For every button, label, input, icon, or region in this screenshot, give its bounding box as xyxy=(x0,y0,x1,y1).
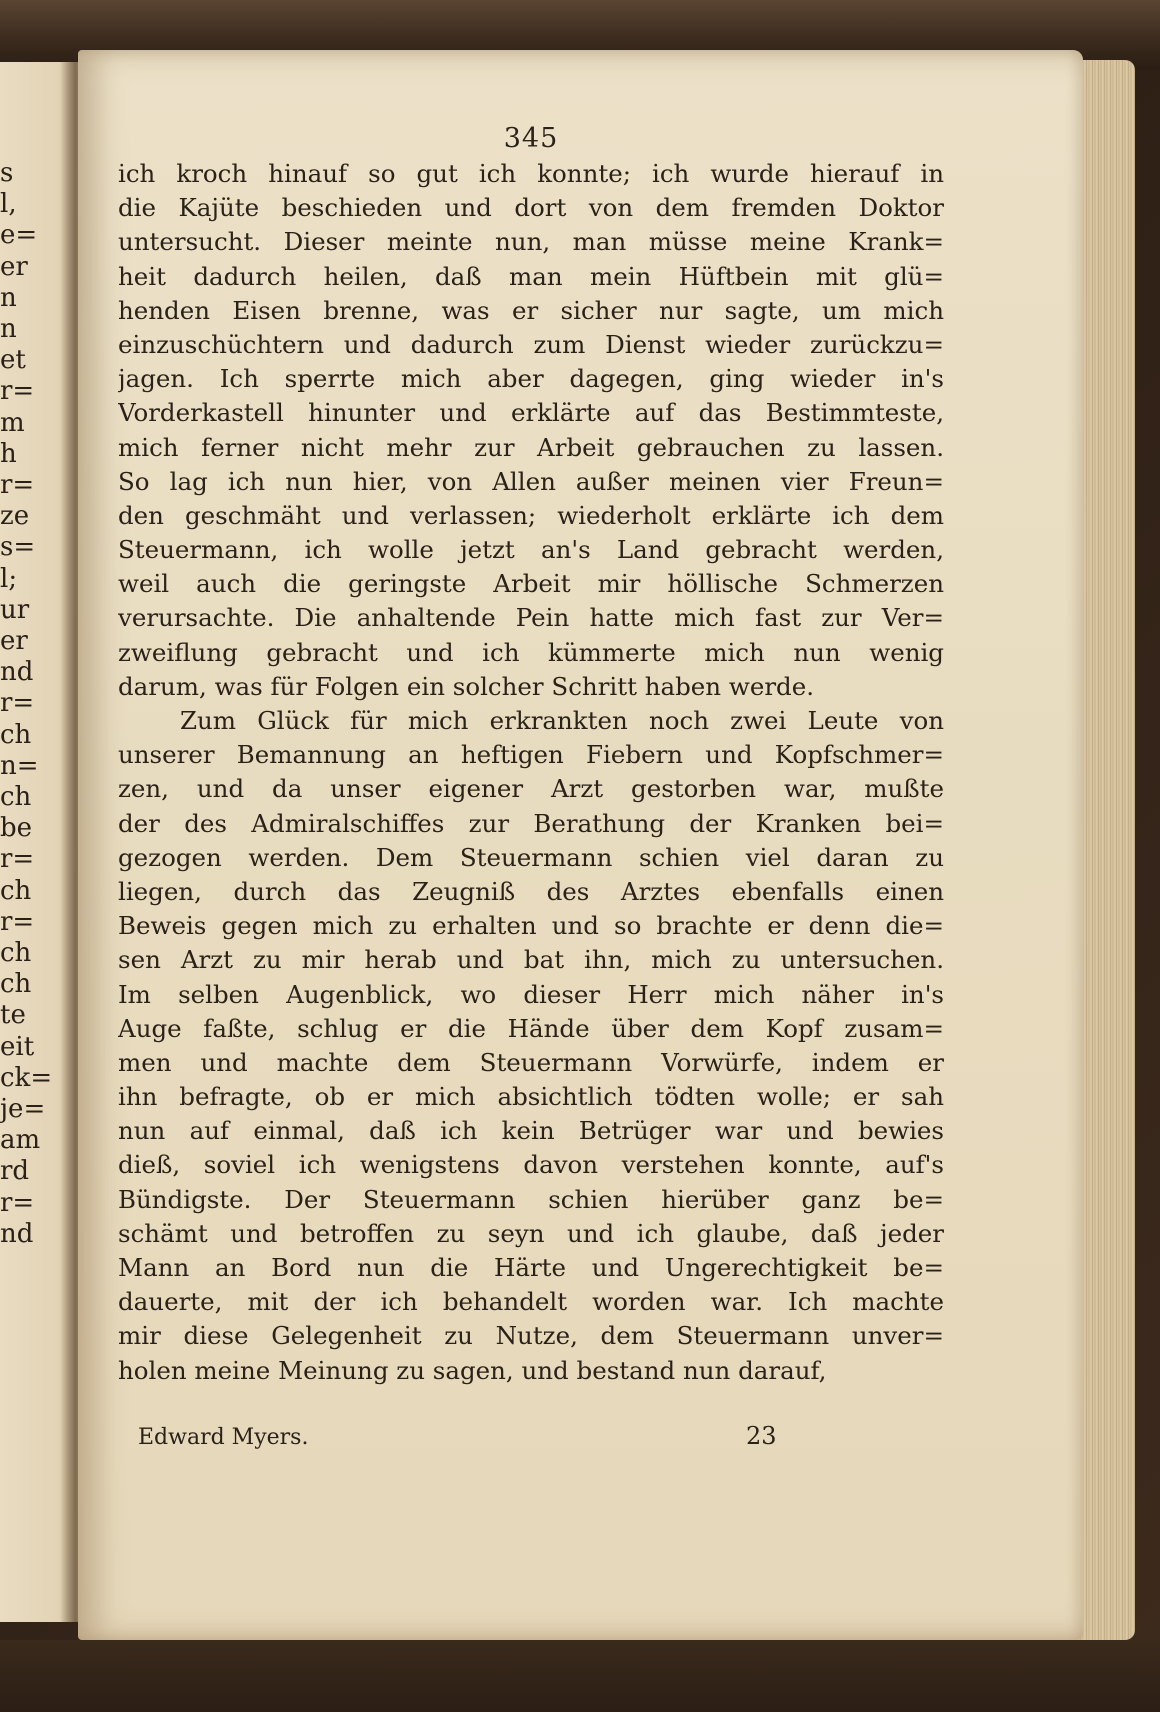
left-page-fragment: m xyxy=(0,407,25,438)
footer-signature: Edward Myers. xyxy=(138,1425,309,1450)
text-line: zen, und da unser eigener Arzt gestorben war, mußte xyxy=(118,774,944,804)
text-line: Steuermann, ich wolle jetzt an's Land gebracht werden, xyxy=(118,535,944,565)
text-line: sen Arzt zu mir herab und bat ihn, mich zu untersuchen. xyxy=(118,945,944,975)
left-page-fragment: r= xyxy=(0,844,35,875)
text-line: men und machte dem Steuermann Vorwürfe, indem er xyxy=(118,1047,944,1077)
text-line: mir diese Gelegenheit zu Nutze, dem Steuermann unver= xyxy=(118,1321,944,1351)
text-line: henden Eisen brenne, was er sicher nur sagte, um mich xyxy=(118,295,944,325)
left-page-fragment: be xyxy=(0,813,33,844)
text-line: dauerte, mit der ich behandelt worden war. Ich machte xyxy=(118,1287,944,1317)
left-page-fragment: ch xyxy=(0,719,32,750)
text-line: einzuschüchtern und dadurch zum Dienst wieder zurückzu= xyxy=(118,329,944,359)
left-page-fragment: l, xyxy=(0,189,17,220)
text-line: ich kroch hinauf so gut ich konnte; ich wurde hierauf in xyxy=(118,159,944,188)
left-page-fragment: r= xyxy=(0,470,35,500)
text-line: unserer Bemannung an heftigen Fiebern und Kopfschmer= xyxy=(118,740,944,770)
left-page-fragment: nd xyxy=(0,1218,34,1249)
left-page-fragment: r= xyxy=(0,688,35,719)
left-page-fragment: nd xyxy=(0,657,34,688)
book-bottom-board xyxy=(0,1640,1160,1712)
sheet-number: 23 xyxy=(746,1422,777,1450)
text-line: Vorderkastell hinunter und erklärte auf das Bestimmteste, xyxy=(118,398,944,428)
left-page-fragment: je= xyxy=(0,1094,46,1124)
left-page-fragment: et xyxy=(0,345,26,376)
left-page-fragment: eit xyxy=(0,1031,35,1062)
left-page-fragment: ch xyxy=(0,875,32,906)
left-page-fragment: r= xyxy=(0,906,35,937)
left-page-fragment: l; xyxy=(0,563,18,594)
text-line: gezogen werden. Dem Steuermann schien viel daran zu xyxy=(118,842,944,872)
text-line: So lag ich nun hier, von Allen außer meinen vier Freun= xyxy=(118,466,944,496)
text-line: der des Admiralschiffes zur Berathung der Kranken bei= xyxy=(118,808,944,838)
left-page-fragment: ck= xyxy=(0,1062,53,1093)
page-number: 345 xyxy=(503,123,559,154)
text-line: Im selben Augenblick, wo dieser Herr mich näher in's xyxy=(118,979,944,1009)
left-page-fragment: er xyxy=(0,251,28,282)
left-page-fragment: ze xyxy=(0,501,30,532)
text-line: den geschmäht und verlassen; wiederholt erklärte ich dem xyxy=(118,500,944,530)
left-page-fragment: ch xyxy=(0,782,32,812)
text-line: Beweis gegen mich zu erhalten und so brachte er denn die= xyxy=(118,911,944,941)
text-line: jagen. Ich sperrte mich aber dagegen, ging wieder in's xyxy=(118,364,944,394)
text-line: darum, was für Folgen ein solcher Schritt haben werde. xyxy=(118,671,815,701)
left-page-fragment: n= xyxy=(0,750,39,781)
text-line: Bündigste. Der Steuermann schien hierüber ganz be= xyxy=(118,1184,944,1214)
left-page-fragment: ch xyxy=(0,938,32,968)
text-line: untersucht. Dieser meinte nun, man müsse meine Krank= xyxy=(118,227,944,257)
left-page-fragment: ur xyxy=(0,594,30,625)
text-line: Zum Glück für mich erkrankten noch zwei Leute von xyxy=(180,706,944,735)
left-page-fragment: r= xyxy=(0,1187,35,1218)
left-page-fragment: e= xyxy=(0,220,38,251)
text-line: nun auf einmal, daß ich kein Betrüger war und bewies xyxy=(118,1116,944,1146)
text-line: verursachte. Die anhaltende Pein hatte mich fast zur Ver= xyxy=(118,603,944,633)
left-page-fragment: n xyxy=(0,282,17,313)
left-page-fragment: h xyxy=(0,438,17,469)
text-line: heit dadurch heilen, daß man mein Hüftbein mit glü= xyxy=(118,261,944,291)
page-stack-edges xyxy=(1075,60,1135,1640)
text-line: Mann an Bord nun die Härte und Ungerechtigkeit be= xyxy=(118,1253,944,1282)
left-page-fragment: s xyxy=(0,158,14,188)
left-page-fragment: ch xyxy=(0,969,32,1000)
body-text xyxy=(118,157,944,1388)
text-line: ihn befragte, ob er mich absichtlich tödten wolle; er sah xyxy=(118,1082,944,1112)
text-line: zweiflung gebracht und ich kümmerte mich nun wenig xyxy=(118,637,944,667)
left-page-fragment: am xyxy=(0,1125,41,1156)
left-page-fragment: rd xyxy=(0,1156,30,1187)
text-line: weil auch die geringste Arbeit mir höllische Schmerzen xyxy=(118,569,944,599)
left-page-fragment: r= xyxy=(0,376,35,407)
text-line: liegen, durch das Zeugniß des Arztes ebenfalls einen xyxy=(118,876,944,906)
left-page-fragment: er xyxy=(0,626,28,656)
text-line: schämt und betroffen zu seyn und ich glaube, daß jeder xyxy=(118,1218,944,1248)
left-page-fragment: te xyxy=(0,1000,26,1031)
text-line: mich ferner nicht mehr zur Arbeit gebrauchen zu lassen. xyxy=(118,432,944,462)
text-line: holen meine Meinung zu sagen, und bestand nun darauf, xyxy=(118,1355,827,1385)
left-page-fragment: n xyxy=(0,314,17,344)
text-line: die Kajüte beschieden und dort von dem fremden Doktor xyxy=(118,193,944,223)
left-page-fragment: s= xyxy=(0,532,36,563)
text-line: Auge faßte, schlug er die Hände über dem Kopf zusam= xyxy=(118,1013,944,1043)
text-line: dieß, soviel ich wenigstens davon verstehen konnte, auf's xyxy=(118,1150,944,1180)
